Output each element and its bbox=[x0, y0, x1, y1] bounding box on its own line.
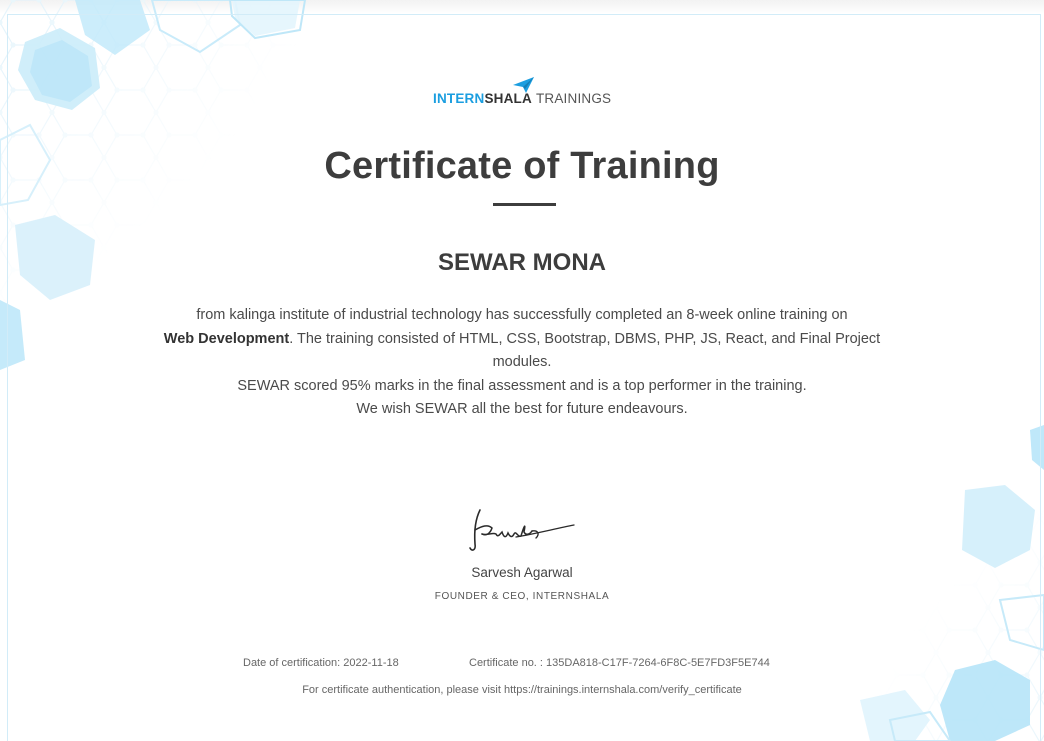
certification-date: Date of certification: 2022-11-18 bbox=[243, 657, 399, 669]
body-line-course bbox=[140, 328, 904, 375]
course-name: Web Development bbox=[163, 330, 290, 347]
body-line-wishes: We wish SEWAR all the best for future endeavours. bbox=[356, 401, 688, 417]
body-line-institution: from kalinga institute of industrial technology has successfully completed an 8-week online training on bbox=[196, 307, 848, 323]
verification-note: For certificate authentication, please visit https://trainings.internshala.com/verify_certificate bbox=[302, 684, 742, 696]
course-modules: . The training consisted of HTML, CSS, Bootstrap, DBMS, PHP, JS, React, and Final Project modules. bbox=[289, 330, 881, 370]
logo-text bbox=[433, 91, 611, 106]
certificate-title: Certificate of Training bbox=[324, 145, 720, 187]
signature-image bbox=[466, 504, 578, 556]
logo-brand-shala: SHALA bbox=[484, 91, 532, 106]
logo-product: TRAININGS bbox=[535, 91, 612, 106]
recipient-name: SEWAR MONA bbox=[438, 249, 606, 276]
logo-brand-intern: INTERN bbox=[433, 91, 485, 106]
internshala-trainings-logo bbox=[433, 76, 623, 110]
certificate-number: Certificate no. : 135DA818-C17F-7264-6F8C-5E7FD3F5E744 bbox=[469, 657, 770, 669]
signatory-title: FOUNDER & CEO, INTERNSHALA bbox=[434, 591, 610, 602]
title-divider bbox=[493, 203, 556, 206]
certificate-body bbox=[140, 304, 904, 422]
body-line-score: SEWAR scored 95% marks in the final assessment and is a top performer in the training. bbox=[237, 377, 807, 394]
signatory-name: Sarvesh Agarwal bbox=[471, 565, 573, 580]
